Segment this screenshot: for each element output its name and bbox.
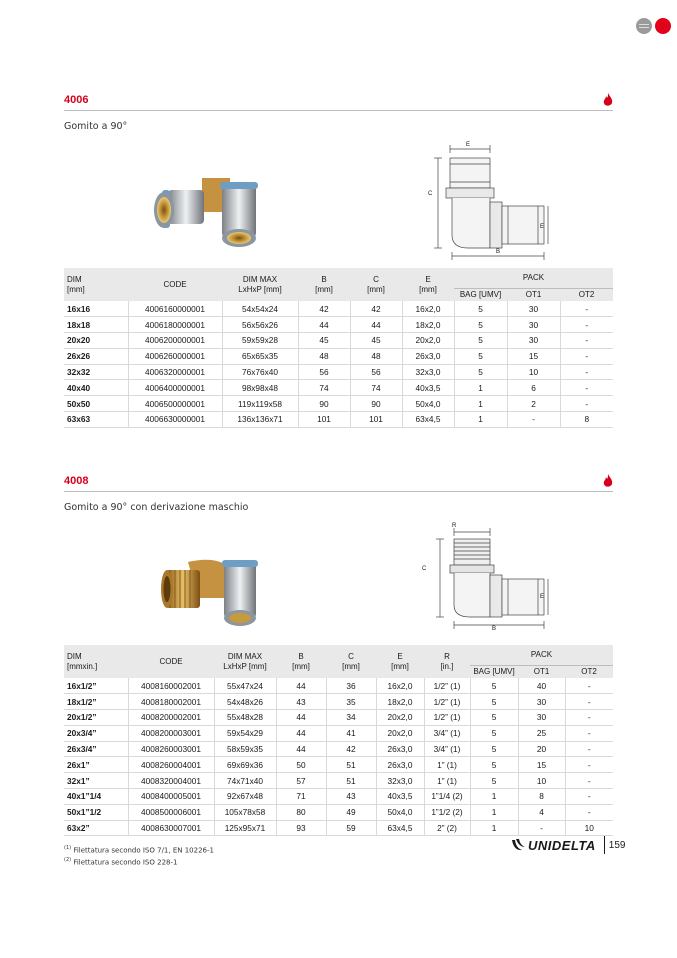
table-cell: 4006320000001 [128, 364, 222, 380]
table-cell: 1/2” (1) [424, 710, 470, 726]
table-cell: 4008180002001 [128, 694, 214, 710]
table-cell: 136x136x71 [222, 412, 298, 428]
col-c: C [mm] [350, 268, 402, 301]
table-cell: 20 [518, 741, 565, 757]
table-cell: 54x54x24 [222, 301, 298, 317]
table-row [64, 710, 613, 726]
table-cell: 5 [454, 348, 507, 364]
table-cell: 59x59x28 [222, 333, 298, 349]
table-cell: 45 [298, 333, 350, 349]
technical-drawing-4006 [418, 140, 553, 265]
table-cell: 25 [518, 725, 565, 741]
table-cell: 51 [326, 773, 376, 789]
table-cell: 18x1/2” [64, 694, 128, 710]
table-cell: 76x76x40 [222, 364, 298, 380]
table-cell: - [565, 773, 613, 789]
table-cell: 1” (1) [424, 773, 470, 789]
table-cell: 4 [518, 804, 565, 820]
table-cell: - [560, 333, 613, 349]
table-cell: 35 [326, 694, 376, 710]
table-cell: 20x3/4” [64, 725, 128, 741]
table-cell: 5 [454, 364, 507, 380]
table-row [64, 694, 613, 710]
table-row [64, 301, 613, 317]
drawing-label-right: E [540, 224, 545, 230]
table-cell: 63x2” [64, 820, 128, 836]
flame-icon [603, 93, 613, 107]
table-row [64, 364, 613, 380]
col-dim: DIM [mm] [64, 268, 128, 301]
table-cell: 1” (1) [424, 757, 470, 773]
table-cell: 1”1/2 (2) [424, 804, 470, 820]
table-cell: 5 [470, 773, 518, 789]
table-cell: 74 [350, 380, 402, 396]
col-dimmax: DIM MAX LxHxP [mm] [214, 645, 276, 678]
page-number: 159 [608, 839, 626, 851]
table-row [64, 820, 613, 836]
table-cell: 44 [350, 317, 402, 333]
section-header [64, 91, 613, 111]
col-ot1: OT1 [518, 665, 565, 678]
drawing-label-side: C [422, 566, 427, 572]
unidelta-logo-icon [510, 838, 526, 852]
table-cell: 16x2,0 [402, 301, 454, 317]
table-cell: 51 [326, 757, 376, 773]
table-cell: 69x69x36 [214, 757, 276, 773]
table-cell: 8 [560, 412, 613, 428]
col-c: C [mm] [326, 645, 376, 678]
menu-icon[interactable] [636, 18, 652, 34]
table-cell: 34 [326, 710, 376, 726]
table-row [64, 789, 613, 805]
table-cell: 32x3,0 [402, 364, 454, 380]
col-dim: DIM [mmxin.] [64, 645, 128, 678]
table-cell: 36 [326, 678, 376, 694]
table-cell: 18x18 [64, 317, 128, 333]
table-row [64, 348, 613, 364]
table-cell: - [565, 789, 613, 805]
brand-separator [604, 836, 605, 854]
table-cell: 10 [518, 773, 565, 789]
table-cell: 4006500000001 [128, 396, 222, 412]
table-cell: 42 [350, 301, 402, 317]
table-cell: 5 [454, 333, 507, 349]
table-cell: - [560, 396, 613, 412]
table-cell: 18x2,0 [402, 317, 454, 333]
table-cell: 16x1/2” [64, 678, 128, 694]
table-cell: 10 [565, 820, 613, 836]
product-photo-threaded-elbow [158, 552, 280, 626]
table-cell: 50x4,0 [376, 804, 424, 820]
table-cell: 32x1” [64, 773, 128, 789]
table-cell: 16x16 [64, 301, 128, 317]
table-cell: - [560, 380, 613, 396]
table-cell: 44 [276, 741, 326, 757]
table-cell: 5 [470, 741, 518, 757]
table-cell: 43 [276, 694, 326, 710]
drawing-label-bottom: B [496, 249, 501, 255]
table-cell: 40 [518, 678, 565, 694]
table-cell: 3/4” (1) [424, 725, 470, 741]
col-pack: PACK [454, 268, 613, 288]
table-cell: 90 [350, 396, 402, 412]
table-cell: 59 [326, 820, 376, 836]
table-row [64, 725, 613, 741]
table-row [64, 317, 613, 333]
table-cell: 5 [470, 710, 518, 726]
table-cell: - [565, 757, 613, 773]
table-cell: - [565, 694, 613, 710]
table-cell: 4008260003001 [128, 741, 214, 757]
table-cell: 20x1/2” [64, 710, 128, 726]
table-cell: 41 [326, 725, 376, 741]
table-cell: 8 [518, 789, 565, 805]
table-cell: - [565, 678, 613, 694]
table-cell: 80 [276, 804, 326, 820]
table-cell: 1 [454, 412, 507, 428]
table-cell: 45 [350, 333, 402, 349]
table-cell: 4006160000001 [128, 301, 222, 317]
table-cell: 30 [507, 333, 560, 349]
product-code: 4008 [64, 475, 89, 487]
table-cell: 59x54x29 [214, 725, 276, 741]
table-cell: 26x26 [64, 348, 128, 364]
table-cell: 40x40 [64, 380, 128, 396]
table-cell: 55x47x24 [214, 678, 276, 694]
col-b: B [mm] [276, 645, 326, 678]
table-cell: 4006630000001 [128, 412, 222, 428]
table-cell: 40x3,5 [376, 789, 424, 805]
table-cell: 119x119x58 [222, 396, 298, 412]
table-cell: 4008200002001 [128, 710, 214, 726]
col-r: R [in.] [424, 645, 470, 678]
table-cell: 1 [454, 396, 507, 412]
col-code: CODE [128, 645, 214, 678]
table-cell: 30 [518, 694, 565, 710]
section-4006 [64, 91, 613, 132]
col-code: CODE [128, 268, 222, 301]
table-cell: 15 [518, 757, 565, 773]
drawing-label-top: E [466, 142, 471, 148]
table-row [64, 757, 613, 773]
table-cell: 4006180000001 [128, 317, 222, 333]
table-cell: - [560, 364, 613, 380]
col-dimmax: DIM MAX LxHxP [mm] [222, 268, 298, 301]
table-cell: - [565, 741, 613, 757]
table-cell: 30 [518, 710, 565, 726]
table-cell: 50x50 [64, 396, 128, 412]
table-cell: 4006200000001 [128, 333, 222, 349]
table-cell: 20x2,0 [402, 333, 454, 349]
table-cell: 65x65x35 [222, 348, 298, 364]
table-cell: 16x2,0 [376, 678, 424, 694]
table-cell: 98x98x48 [222, 380, 298, 396]
table-cell: - [565, 804, 613, 820]
table-body [64, 301, 613, 427]
table-cell: 48 [350, 348, 402, 364]
table-cell: 20x2,0 [376, 725, 424, 741]
table-cell: 32x3,0 [376, 773, 424, 789]
product-photo-elbow [150, 172, 280, 250]
col-ot2: OT2 [565, 665, 613, 678]
table-cell: 101 [298, 412, 350, 428]
table-cell: 44 [276, 678, 326, 694]
table-cell: 49 [326, 804, 376, 820]
table-cell: - [560, 348, 613, 364]
table-row [64, 773, 613, 789]
top-nav-dots [636, 18, 671, 34]
table-cell: 93 [276, 820, 326, 836]
footnote-1: $^{(1)}$ Filettatura secondo ISO 7/1, EN 10226-1 [64, 845, 214, 855]
product-table-4006 [64, 268, 613, 428]
drawing-label-right: E [540, 594, 545, 600]
table-cell: 4008260004001 [128, 757, 214, 773]
table-cell: 56x56x26 [222, 317, 298, 333]
table-row [64, 333, 613, 349]
table-cell: 40x3,5 [402, 380, 454, 396]
table-cell: 58x59x35 [214, 741, 276, 757]
table-cell: 4008200003001 [128, 725, 214, 741]
table-cell: 4006260000001 [128, 348, 222, 364]
table-cell: 63x63 [64, 412, 128, 428]
table-cell: 3/4” (1) [424, 741, 470, 757]
table-cell: - [518, 820, 565, 836]
table-cell: 2” (2) [424, 820, 470, 836]
table-cell: 1 [470, 789, 518, 805]
table-cell: 57 [276, 773, 326, 789]
table-cell: 4008630007001 [128, 820, 214, 836]
table-cell: 20x2,0 [376, 710, 424, 726]
table-cell: 20x20 [64, 333, 128, 349]
table-cell: 4008160002001 [128, 678, 214, 694]
table-cell: 4008400005001 [128, 789, 214, 805]
table-cell: 63x4,5 [402, 412, 454, 428]
table-cell: 26x3,0 [376, 741, 424, 757]
table-cell: 5 [470, 678, 518, 694]
table-cell: 44 [298, 317, 350, 333]
section-header [64, 472, 613, 492]
table-cell: 56 [298, 364, 350, 380]
table-row [64, 678, 613, 694]
table-row [64, 412, 613, 428]
red-circle-icon[interactable] [655, 18, 671, 34]
table-cell: 44 [276, 725, 326, 741]
table-cell: 42 [298, 301, 350, 317]
table-cell: 30 [507, 301, 560, 317]
drawing-label-side: C [428, 191, 433, 197]
table-cell: 1”1/4 (2) [424, 789, 470, 805]
table-cell: 10 [507, 364, 560, 380]
table-cell: - [507, 412, 560, 428]
table-cell: 105x78x58 [214, 804, 276, 820]
table-cell: 48 [298, 348, 350, 364]
table-cell: 18x2,0 [376, 694, 424, 710]
table-cell: 50x1”1/2 [64, 804, 128, 820]
table-cell: 1/2” (1) [424, 678, 470, 694]
table-cell: 15 [507, 348, 560, 364]
col-bag: BAG [UMV] [470, 665, 518, 678]
col-e: E [mm] [376, 645, 424, 678]
product-description: Gomito a 90° [64, 121, 128, 132]
table-cell: 5 [454, 317, 507, 333]
col-ot1: OT1 [507, 288, 560, 301]
col-pack: PACK [470, 645, 613, 665]
table-body [64, 678, 613, 836]
table-cell: - [560, 301, 613, 317]
table-cell: 55x48x28 [214, 710, 276, 726]
table-row [64, 741, 613, 757]
brand-name: UNIDELTA [528, 837, 596, 853]
table-cell: 50x4,0 [402, 396, 454, 412]
product-table-4008 [64, 645, 613, 836]
table-cell: 2 [507, 396, 560, 412]
table-cell: 44 [276, 710, 326, 726]
product-description: Gomito a 90° con derivazione maschio [64, 502, 249, 513]
section-4008 [64, 472, 613, 513]
table-row [64, 804, 613, 820]
table-cell: 26x3/4” [64, 741, 128, 757]
brand-footer [510, 836, 625, 854]
col-e: E [mm] [402, 268, 454, 301]
footnotes [64, 843, 214, 868]
table-cell: 5 [454, 301, 507, 317]
table-cell: 1 [454, 380, 507, 396]
table-cell: 4008500006001 [128, 804, 214, 820]
table-cell: 74 [298, 380, 350, 396]
table-cell: 50 [276, 757, 326, 773]
table-cell: 26x3,0 [402, 348, 454, 364]
table-cell: - [565, 710, 613, 726]
drawing-label-top: R [452, 523, 457, 529]
table-cell: 32x32 [64, 364, 128, 380]
table-cell: 1 [470, 804, 518, 820]
table-cell: 26x1” [64, 757, 128, 773]
table-cell: 43 [326, 789, 376, 805]
footnote-2: $^{(2)}$ Filettatura secondo ISO 228-1 [64, 857, 178, 867]
table-cell: 30 [507, 317, 560, 333]
table-cell: 56 [350, 364, 402, 380]
table-cell: 125x95x71 [214, 820, 276, 836]
table-cell: 42 [326, 741, 376, 757]
table-cell: 4006400000001 [128, 380, 222, 396]
col-bag: BAG [UMV] [454, 288, 507, 301]
table-cell: 92x67x48 [214, 789, 276, 805]
table-cell: 1 [470, 820, 518, 836]
drawing-label-bottom: B [492, 626, 497, 632]
table-cell: 71 [276, 789, 326, 805]
table-cell: 26x3,0 [376, 757, 424, 773]
table-cell: 63x4,5 [376, 820, 424, 836]
product-code: 4006 [64, 94, 89, 106]
table-cell: 4008320004001 [128, 773, 214, 789]
table-cell: 40x1”1/4 [64, 789, 128, 805]
technical-drawing-4008 [418, 523, 553, 638]
table-cell: 5 [470, 694, 518, 710]
table-cell: 5 [470, 725, 518, 741]
table-cell: 54x48x26 [214, 694, 276, 710]
table-cell: 5 [470, 757, 518, 773]
table-cell: 1/2” (1) [424, 694, 470, 710]
table-cell: - [565, 725, 613, 741]
table-row [64, 380, 613, 396]
flame-icon [603, 474, 613, 488]
col-ot2: OT2 [560, 288, 613, 301]
table-cell: 101 [350, 412, 402, 428]
table-row [64, 396, 613, 412]
table-cell: 6 [507, 380, 560, 396]
table-cell: - [560, 317, 613, 333]
table-cell: 74x71x40 [214, 773, 276, 789]
table-cell: 90 [298, 396, 350, 412]
col-b: B [mm] [298, 268, 350, 301]
